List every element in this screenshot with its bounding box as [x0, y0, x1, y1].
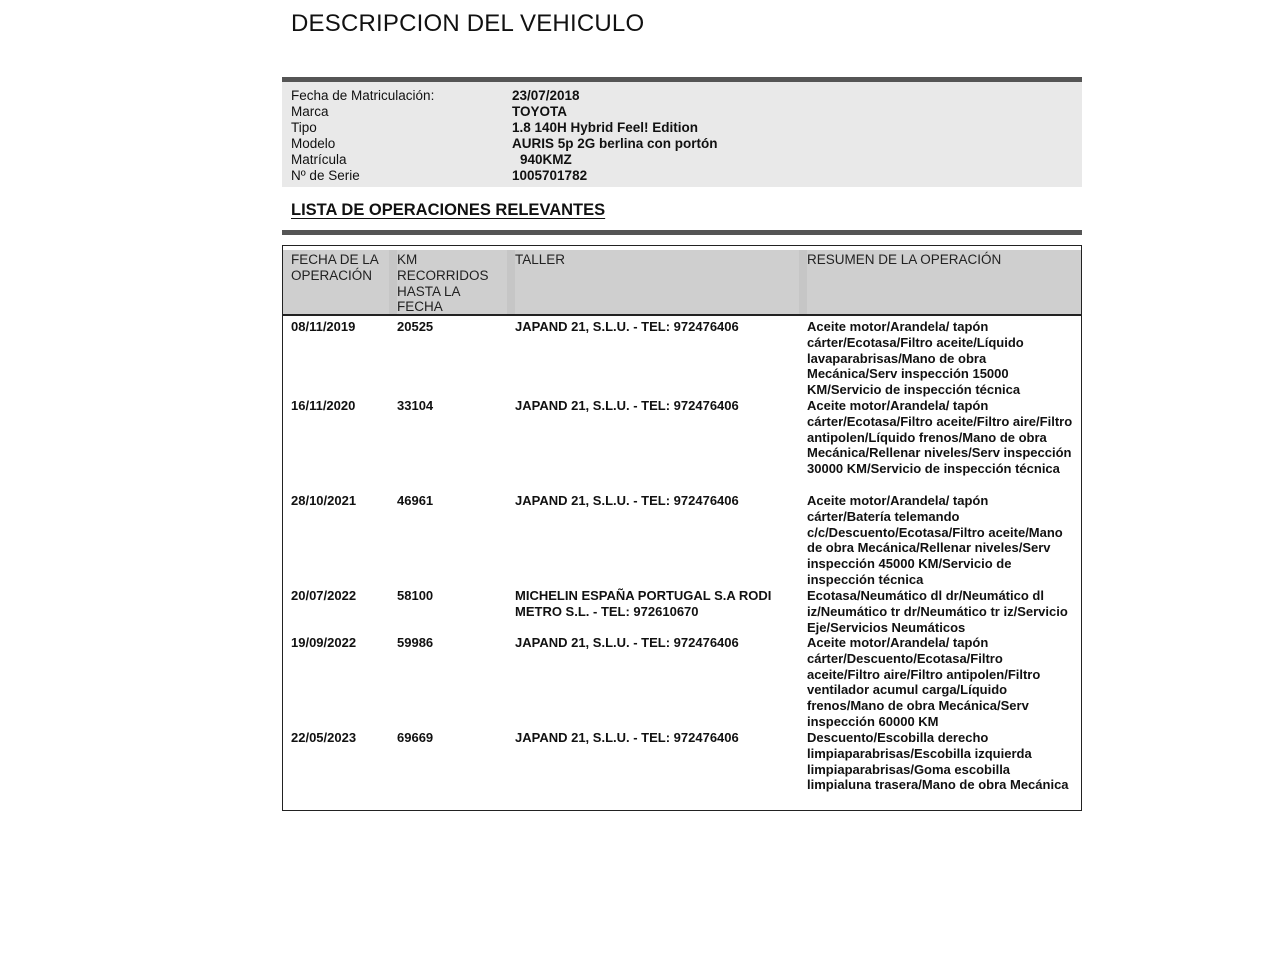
vehicle-value: AURIS 5p 2G berlina con portón — [512, 136, 718, 151]
vehicle-row-tipo — [291, 120, 1071, 136]
vehicle-value: 940KMZ — [520, 152, 572, 167]
cell-fecha: 19/09/2022 — [291, 635, 357, 650]
table-header — [283, 250, 1081, 316]
cell-km: 46961 — [397, 493, 434, 508]
header-taller: TALLER — [515, 252, 566, 267]
cell-resumen: Aceite motor/Arandela/ tapón cárter/Batería telemando c/c/Descuento/Ecotasa/Filtro aceite/Mano de obra Mecánica/Rellenar niveles/Serv inspección 45000 KM/Servicio de inspección técnica — [807, 493, 1063, 587]
cell-resumen: Descuento/Escobilla derecho limpiaparabrisas/Escobilla izquierda limpiaparabrisas/Goma escobilla limpialuna trasera/Mano de obra Mecánica — [807, 730, 1069, 793]
cell-km: 69669 — [397, 730, 434, 745]
vehicle-value: 23/07/2018 — [512, 88, 580, 103]
cell-fecha: 16/11/2020 — [291, 398, 356, 413]
vehicle-row-fecha-matriculacion — [291, 88, 1071, 104]
vehicle-label: Modelo — [291, 136, 336, 151]
cell-fecha: 28/10/2021 — [291, 493, 357, 508]
header-separator — [507, 250, 515, 314]
cell-km: 58100 — [397, 588, 434, 603]
cell-fecha: 20/07/2022 — [291, 588, 357, 603]
vehicle-value: TOYOTA — [512, 104, 568, 119]
vehicle-value: 1.8 140H Hybrid Feel! Edition — [512, 120, 699, 135]
vehicle-label: Matrícula — [291, 152, 347, 167]
vehicle-label: Nº de Serie — [291, 168, 360, 183]
cell-km: 33104 — [397, 398, 434, 413]
vehicle-label: Tipo — [291, 120, 317, 135]
vehicle-info-panel — [282, 82, 1082, 187]
vehicle-row-marca — [291, 104, 1071, 120]
page-title: DESCRIPCION DEL VEHICULO — [291, 10, 645, 37]
section-rule — [282, 230, 1082, 235]
header-km: KM RECORRIDOS HASTA LA FECHA — [397, 252, 489, 315]
cell-km: 20525 — [397, 319, 434, 334]
vehicle-row-modelo — [291, 136, 1071, 152]
cell-taller: JAPAND 21, S.L.U. - TEL: 972476406 — [515, 635, 739, 650]
cell-taller: JAPAND 21, S.L.U. - TEL: 972476406 — [515, 319, 739, 334]
cell-taller: MICHELIN ESPAÑA PORTUGAL S.A RODI METRO S.L. - TEL: 972610670 — [515, 588, 772, 619]
cell-resumen: Aceite motor/Arandela/ tapón cárter/Descuento/Ecotasa/Filtro aceite/Filtro aire/Filtro antipolen/Filtro ventilador acumul carga/Líquido frenos/Mano de obra Mecánica/Serv inspección 60000 KM — [807, 635, 1041, 729]
header-separator — [799, 250, 807, 314]
cell-taller: JAPAND 21, S.L.U. - TEL: 972476406 — [515, 493, 739, 508]
cell-resumen: Aceite motor/Arandela/ tapón cárter/Ecotasa/Filtro aceite/Líquido lavaparabrisas/Mano de obra Mecánica/Serv inspección 15000 KM/Servicio de inspección técnica — [807, 319, 1024, 398]
header-fecha: FECHA DE LA OPERACIÓN — [291, 252, 379, 283]
cell-fecha: 22/05/2023 — [291, 730, 357, 745]
cell-fecha: 08/11/2019 — [291, 319, 356, 334]
cell-resumen: Ecotasa/Neumático dl dr/Neumático dl iz/Neumático tr dr/Neumático tr iz/Servicio Eje/Servicios Neumáticos — [807, 588, 1068, 635]
vehicle-row-numero-serie — [291, 168, 1071, 184]
cell-km: 59986 — [397, 635, 434, 650]
header-resumen: RESUMEN DE LA OPERACIÓN — [807, 252, 1002, 267]
section-title: LISTA DE OPERACIONES RELEVANTES — [291, 201, 606, 219]
cell-taller: JAPAND 21, S.L.U. - TEL: 972476406 — [515, 398, 739, 413]
cell-taller: JAPAND 21, S.L.U. - TEL: 972476406 — [515, 730, 739, 745]
vehicle-label: Fecha de Matriculación: — [291, 88, 435, 103]
cell-resumen: Aceite motor/Arandela/ tapón cárter/Ecotasa/Filtro aceite/Filtro aire/Filtro antipolen/Líquido frenos/Mano de obra Mecánica/Rellenar niveles/Serv inspección 30000 KM/Servicio de inspección técnica — [807, 398, 1073, 477]
operations-table — [282, 245, 1082, 811]
vehicle-value: 1005701782 — [512, 168, 588, 183]
vehicle-label: Marca — [291, 104, 329, 119]
vehicle-row-matricula — [291, 152, 1071, 168]
